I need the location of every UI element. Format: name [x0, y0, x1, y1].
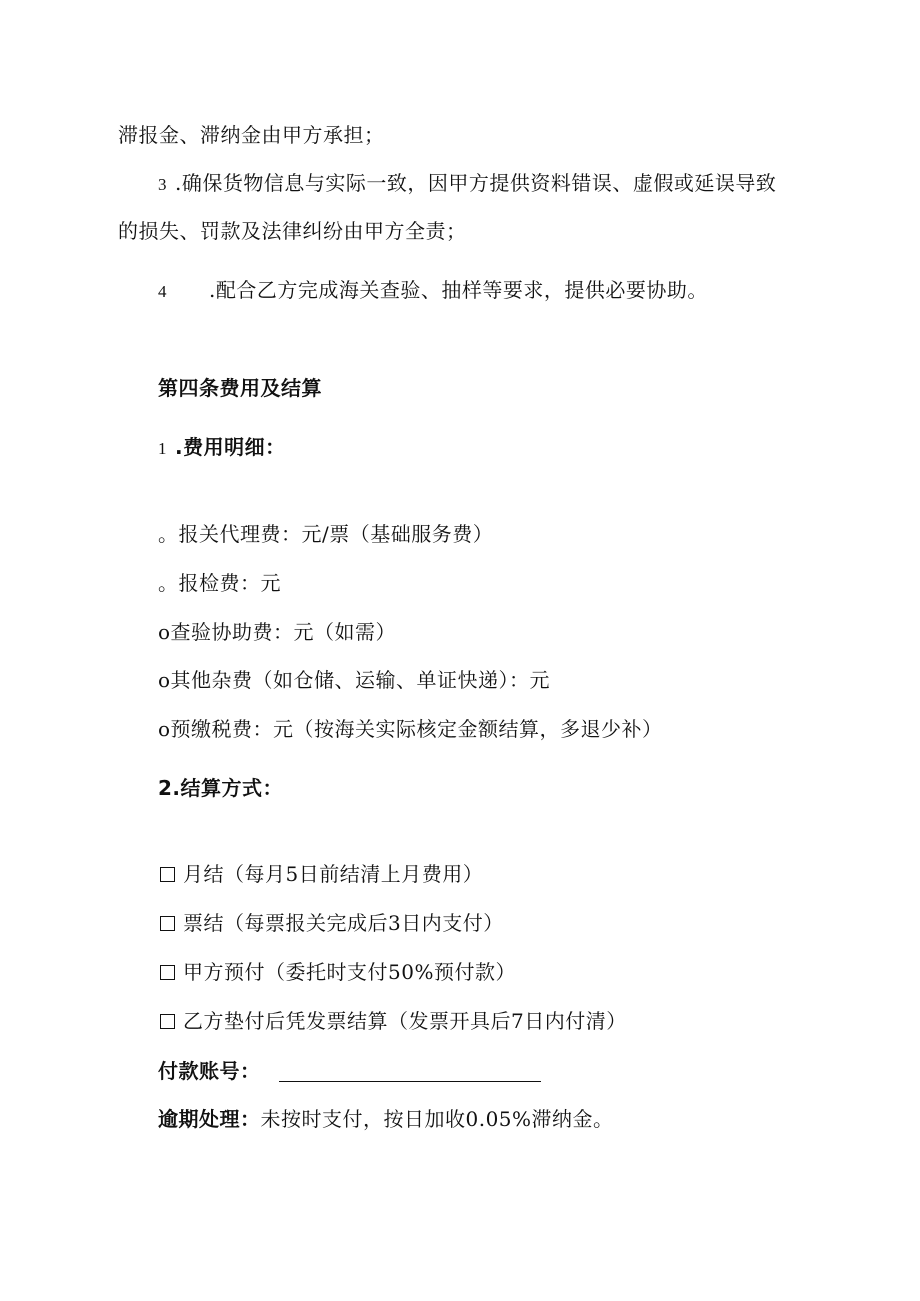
item-text: 的损失、罚款及法律纠纷由甲方全责；: [118, 219, 467, 243]
account-input-line[interactable]: [279, 1057, 541, 1082]
overdue-row: [158, 1106, 614, 1132]
settlement-option[interactable]: [160, 959, 516, 985]
option-label: 月结（每月5日前结清上月费用）: [183, 862, 484, 886]
clause-text: 滞报金、滞纳金由甲方承担；: [118, 123, 385, 147]
fee-item: [158, 619, 396, 645]
item-text: .配合乙方完成海关查验、抽样等要求，提供必要协助。: [209, 278, 708, 302]
option-label: 票结（每票报关完成后3日内支付）: [183, 911, 504, 935]
overdue-text: 未按时支付，按日加收0.05%滞纳金。: [260, 1107, 614, 1131]
item-number: 4: [158, 282, 167, 301]
clause-item-3: [158, 170, 776, 198]
bullet-icon: o: [158, 717, 171, 741]
settlement-option[interactable]: [160, 1008, 627, 1034]
subsection-title: 2.结算方式：: [158, 776, 284, 800]
fee-item: [158, 716, 663, 742]
option-label: 甲方预付（委托时支付50%预付款）: [183, 960, 516, 984]
item-text: .确保货物信息与实际一致，因甲方提供资料错误、虚假或延误导致: [175, 171, 777, 195]
item-number: 3: [158, 175, 167, 194]
clause-item-4: [158, 277, 708, 305]
clause-item-3-continued: [118, 218, 467, 244]
checkbox-icon[interactable]: [160, 965, 175, 980]
fee-text: 报关代理费：元/票（基础服务费）: [178, 522, 494, 546]
item-number: 1: [158, 439, 167, 458]
fee-text: 其他杂费（如仓储、运输、单证快递）：元: [170, 668, 551, 692]
overdue-label: 逾期处理：: [158, 1107, 261, 1131]
bullet-icon: o: [158, 668, 171, 692]
fee-item: [158, 667, 550, 693]
fee-text: 报检费：元: [178, 571, 281, 595]
subsection-title: .费用明细：: [175, 435, 286, 459]
bullet-icon: 。: [158, 571, 179, 595]
subsection-2: [158, 775, 283, 801]
settlement-option[interactable]: [160, 910, 504, 936]
bullet-icon: o: [158, 620, 171, 644]
account-label: 付款账号：: [158, 1059, 261, 1083]
bullet-icon: 。: [158, 522, 179, 546]
checkbox-icon[interactable]: [160, 916, 175, 931]
fee-item: [158, 570, 281, 596]
settlement-option[interactable]: [160, 861, 483, 887]
fee-text: 预缴税费：元（按海关实际核定金额结算，多退少补）: [170, 717, 663, 741]
clause-line-1: [118, 122, 385, 148]
option-label: 乙方垫付后凭发票结算（发票开具后7日内付清）: [183, 1009, 627, 1033]
section-title-text: 第四条费用及结算: [158, 376, 322, 400]
checkbox-icon[interactable]: [160, 1014, 175, 1029]
fee-text: 查验协助费：元（如需）: [170, 620, 397, 644]
section-title: [158, 375, 322, 401]
checkbox-icon[interactable]: [160, 867, 175, 882]
payment-account-row: [158, 1057, 541, 1084]
subsection-1: [158, 434, 286, 462]
fee-item: [158, 521, 493, 547]
